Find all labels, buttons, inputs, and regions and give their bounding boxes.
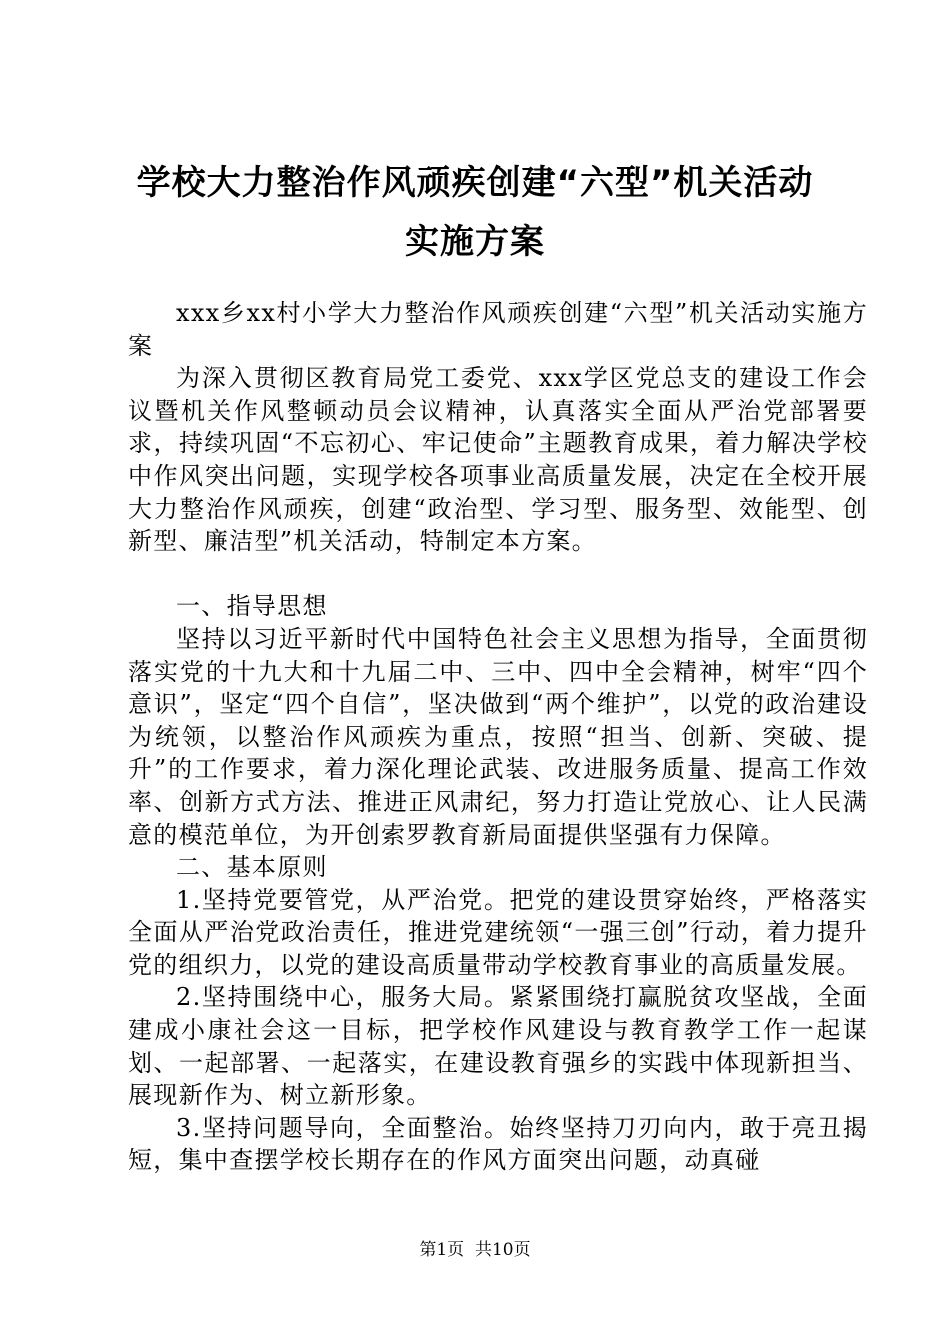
intro-paragraph: 为深入贯彻区教育局党工委党、xxx学区党总支的建设工作会议暨机关作风整顿动员会议精神，认真落实全面从严治党部署要求，持续巩固“不忘初心、牢记使命”主题教育成果，着力解决学校中作风突出问题，实现学校各项事业高质量发展，决定在全校开展大力整治作风顽疾，创建“政治型、学习型、服务型、效能型、创新型、廉洁型”机关活动，特制定本方案。	[128, 364, 868, 556]
document-body	[128, 297, 868, 1177]
subtitle-paragraph: xxx乡xx村小学大力整治作风顽疾创建“六型”机关活动实施方案	[128, 299, 868, 360]
principle-1-paragraph: 1.坚持党要管党，从严治党。把党的建设贯穿始终，严格落实全面从严治党政治责任，推进党建统领“一强三创”行动，着力提升党的组织力，以党的建设高质量带动学校教育事业的高质量发展。	[128, 885, 868, 979]
page-number-footer: 第1页 共10页	[419, 1240, 531, 1260]
document-title-line-2: 实施方案	[405, 222, 545, 262]
guiding-thought-paragraph: 坚持以习近平新时代中国特色社会主义思想为指导，全面贯彻落实党的十九大和十九届二中、三中、四中全会精神，树牢“四个意识”，坚定“四个自信”，坚决做到“两个维护”，以党的政治建设为统领，以整治作风顽疾为重点，按照“担当、创新、突破、提升”的工作要求，着力深化理论武装、改进服务质量、提高工作效率、创新方式方法、推进正风肃纪，努力打造让党放心、让人民满意的模范单位，为开创索罗教育新局面提供坚强有力保障。	[128, 624, 868, 849]
principle-2-paragraph: 2.坚持围绕中心，服务大局。紧紧围绕打赢脱贫攻坚战，全面建成小康社会这一目标，把学校作风建设与教育教学工作一起谋划、一起部署、一起落实，在建设教育强乡的实践中体现新担当、展现新作为、树立新形象。	[128, 983, 868, 1110]
document-title-line-1: 学校大力整治作风顽疾创建“六型”机关活动	[136, 163, 814, 203]
section-heading-basic-principles: 二、基本原则	[176, 853, 328, 882]
section-heading-guiding-thought: 一、指导思想	[176, 592, 328, 621]
principle-3-paragraph: 3.坚持问题导向，全面整治。始终坚持刀刃向内，敢于亮丑揭短，集中查摆学校长期存在的作风方面突出问题，动真碰	[128, 1113, 868, 1175]
paragraph-spacer	[128, 558, 868, 591]
